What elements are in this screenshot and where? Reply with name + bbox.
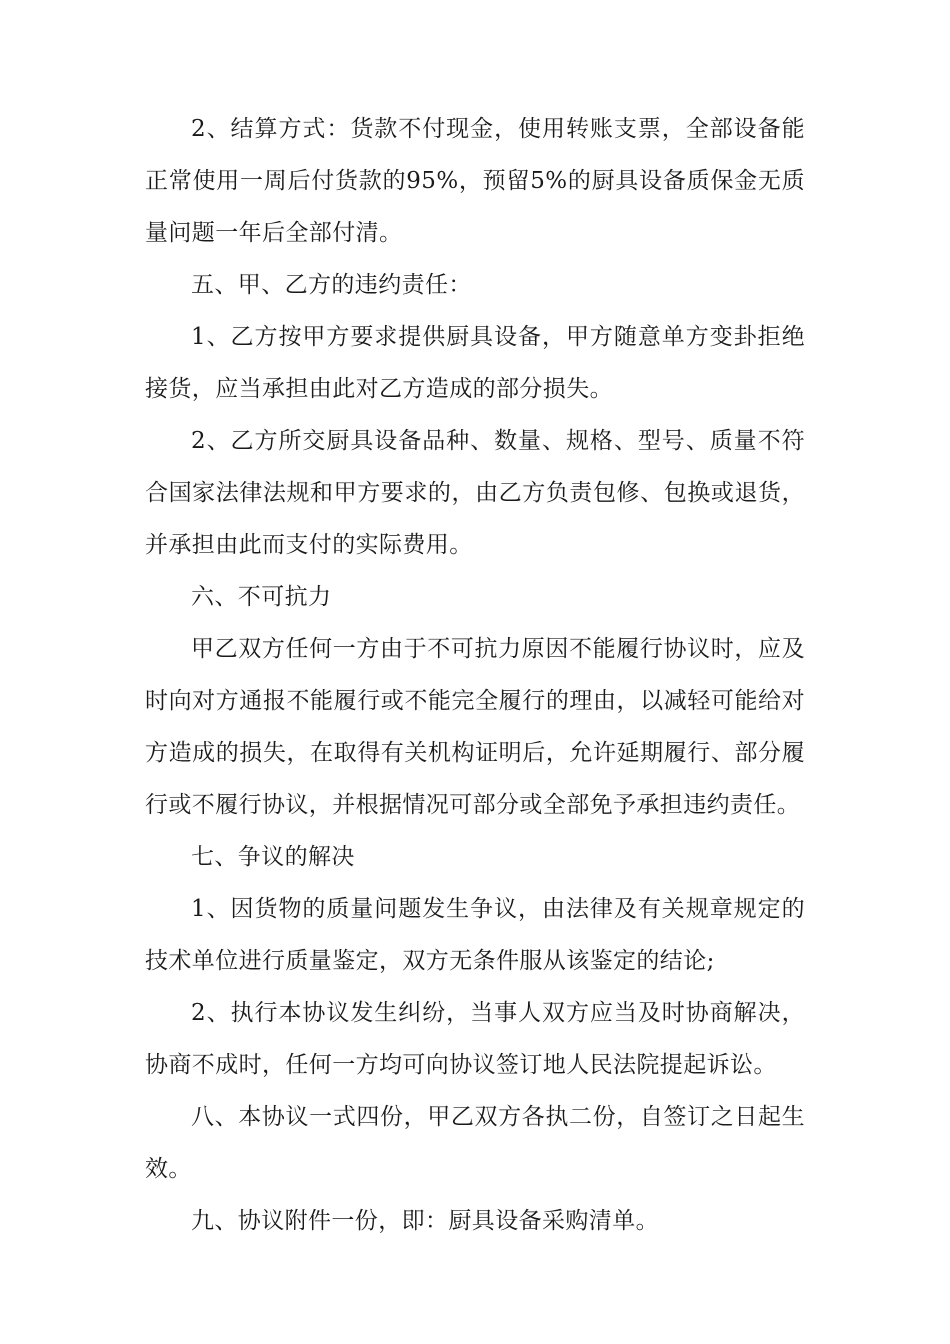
- clause-dispute-1: 1、因货物的质量问题发生争议，由法律及有关规章规定的技术单位进行质量鉴定，双方无条件服从该鉴定的结论;: [145, 896, 805, 974]
- section-heading-force-majeure: 六、不可抗力: [191, 584, 332, 610]
- clause-force-majeure: 甲乙双方任何一方由于不可抗力原因不能履行协议时，应及时向对方通报不能履行或不能完全履行的理由，以减轻可能给对方造成的损失，在取得有关机构证明后，允许延期履行、部分履行或不履行协议，并根据情况可部分或全部免予承担违约责任。: [145, 636, 805, 818]
- section-heading-dispute-resolution: 七、争议的解决: [191, 844, 355, 870]
- clause-breach-1: 1、乙方按甲方要求提供厨具设备，甲方随意单方变卦拒绝接货，应当承担由此对乙方造成的部分损失。: [145, 324, 805, 402]
- clause-breach-2: 2、乙方所交厨具设备品种、数量、规格、型号、质量不符合国家法律法规和甲方要求的，由乙方负责包修、包换或退货，并承担由此而支付的实际费用。: [145, 428, 805, 558]
- clause-attachment: 九、协议附件一份，即：厨具设备采购清单。: [191, 1208, 659, 1234]
- document-page: [145, 103, 805, 1247]
- clause-dispute-2: 2、执行本协议发生纠纷，当事人双方应当及时协商解决，协商不成时，任何一方均可向协议签订地人民法院提起诉讼。: [145, 1000, 805, 1078]
- section-heading-breach-liability: 五、甲、乙方的违约责任：: [191, 272, 472, 298]
- clause-copies: 八、本协议一式四份，甲乙双方各执二份，自签订之日起生效。: [145, 1104, 805, 1182]
- clause-settlement-method: 2、结算方式：货款不付现金，使用转账支票，全部设备能正常使用一周后付货款的95%，预留5%的厨具设备质保金无质量问题一年后全部付清。: [145, 116, 805, 246]
